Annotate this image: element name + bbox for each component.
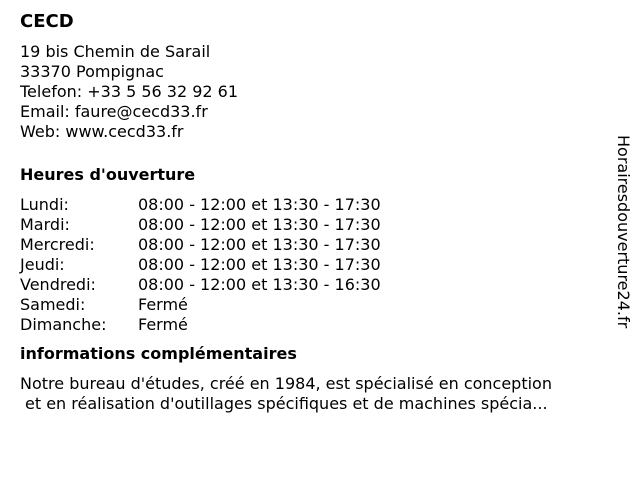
day-label: Vendredi: xyxy=(20,275,96,294)
phone-line: Telefon: +33 5 56 32 92 61 xyxy=(20,82,239,101)
day-hours: Fermé xyxy=(138,315,188,334)
hours-row xyxy=(20,275,605,295)
address-line-1: 19 bis Chemin de Sarail xyxy=(20,42,211,61)
hours-row xyxy=(20,295,605,315)
email-line: Email: faure@cecd33.fr xyxy=(20,102,208,121)
hours-row xyxy=(20,215,605,235)
hours-title: Heures d'ouverture xyxy=(20,165,196,184)
site-watermark: Horairesdouverture24.fr xyxy=(614,135,633,329)
info-description xyxy=(20,374,605,414)
business-name: CECD xyxy=(20,11,74,32)
info-title: informations complémentaires xyxy=(20,344,297,363)
hours-row xyxy=(20,195,605,215)
day-hours: Fermé xyxy=(138,295,188,314)
day-hours: 08:00 - 12:00 et 13:30 - 17:30 xyxy=(138,255,381,274)
day-label: Mercredi: xyxy=(20,235,95,254)
day-hours: 08:00 - 12:00 et 13:30 - 17:30 xyxy=(138,235,381,254)
contact-block xyxy=(20,42,605,142)
hours-row xyxy=(20,235,605,255)
day-label: Lundi: xyxy=(20,195,69,214)
hours-row xyxy=(20,315,605,335)
business-card xyxy=(20,10,605,414)
day-hours: 08:00 - 12:00 et 13:30 - 16:30 xyxy=(138,275,381,294)
day-label: Jeudi: xyxy=(20,255,65,274)
day-hours: 08:00 - 12:00 et 13:30 - 17:30 xyxy=(138,215,381,234)
info-line-1: Notre bureau d'études, créé en 1984, est spécialisé en conception xyxy=(20,374,552,393)
day-hours: 08:00 - 12:00 et 13:30 - 17:30 xyxy=(138,195,381,214)
day-label: Mardi: xyxy=(20,215,70,234)
day-label: Samedi: xyxy=(20,295,86,314)
web-line: Web: www.cecd33.fr xyxy=(20,122,184,141)
address-line-2: 33370 Pompignac xyxy=(20,62,164,81)
day-label: Dimanche: xyxy=(20,315,107,334)
hours-row xyxy=(20,255,605,275)
info-line-2: et en réalisation d'outillages spécifiques et de machines spécia... xyxy=(25,394,548,413)
hours-table xyxy=(20,195,605,335)
